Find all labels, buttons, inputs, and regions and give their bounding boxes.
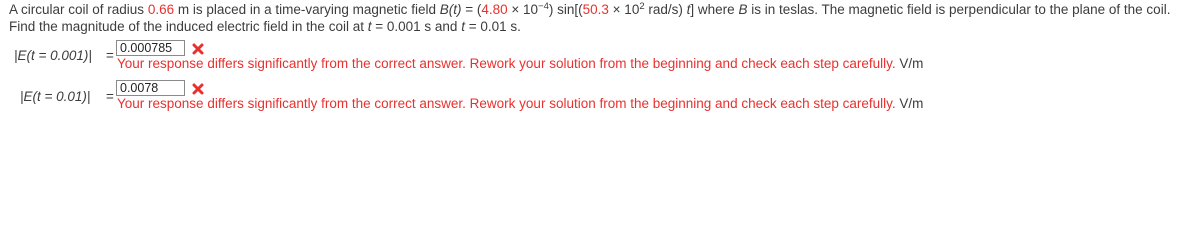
problem-statement-line-2 [9, 19, 521, 35]
answer-input[interactable]: 0.0078 [116, 80, 185, 96]
statement-text: = ( [461, 2, 482, 17]
statement-text: = 0.01 s. [464, 19, 521, 34]
feedback-text: Your response differs significantly from the correct answer. Rework your solution from the beginning and check each step carefully. [117, 96, 896, 111]
statement-text: = 0.001 s and [371, 19, 462, 34]
statement-text: × 10 [608, 2, 640, 17]
equals-sign: = [106, 48, 114, 63]
equals-sign: = [106, 89, 114, 104]
feedback-message [117, 56, 923, 72]
omega-exponent: 2 [639, 1, 645, 12]
answer-label-text: E(t = 0.01)| [23, 89, 91, 104]
b-symbol: B [738, 2, 748, 17]
field-symbol: B(t) [439, 2, 462, 17]
x-mark-icon [191, 42, 205, 56]
feedback-message [117, 96, 923, 112]
answer-label-text: E(t = 0.001)| [17, 48, 92, 63]
unit-label: V/m [899, 96, 924, 111]
statement-text: Find the magnitude of the induced electric field in the coil at [9, 19, 368, 34]
statement-text: ] where [690, 2, 739, 17]
answer-label: |E(t = 0.001)| [14, 48, 92, 63]
answer-input[interactable]: 0.000785 [116, 40, 185, 56]
unit-label: V/m [899, 56, 924, 71]
time-symbol: t [461, 19, 465, 34]
statement-text: rad/s) [644, 2, 687, 17]
x-mark-icon [191, 82, 205, 96]
time-symbol: t [686, 2, 691, 17]
problem-statement-line-1 [9, 2, 1170, 18]
radius-value: 0.66 [147, 2, 175, 17]
answer-label: |E(t = 0.01)| [20, 89, 91, 104]
time-symbol: t [367, 19, 372, 34]
statement-text: is in teslas. The magnetic field is perpendicular to the plane of the coil. [747, 2, 1171, 17]
problem-container [0, 0, 1200, 118]
amplitude-value: 4.80 [481, 2, 508, 17]
feedback-text: Your response differs significantly from the correct answer. Rework your solution from the beginning and check each step carefully. [117, 56, 896, 71]
statement-text: A circular coil of radius [9, 2, 148, 17]
statement-text: m is placed in a time-varying magnetic field [174, 2, 440, 17]
omega-value: 50.3 [582, 2, 609, 17]
statement-text: ) sin[( [548, 2, 583, 17]
statement-text: × 10 [507, 2, 539, 17]
amplitude-exponent: −4 [538, 1, 549, 12]
